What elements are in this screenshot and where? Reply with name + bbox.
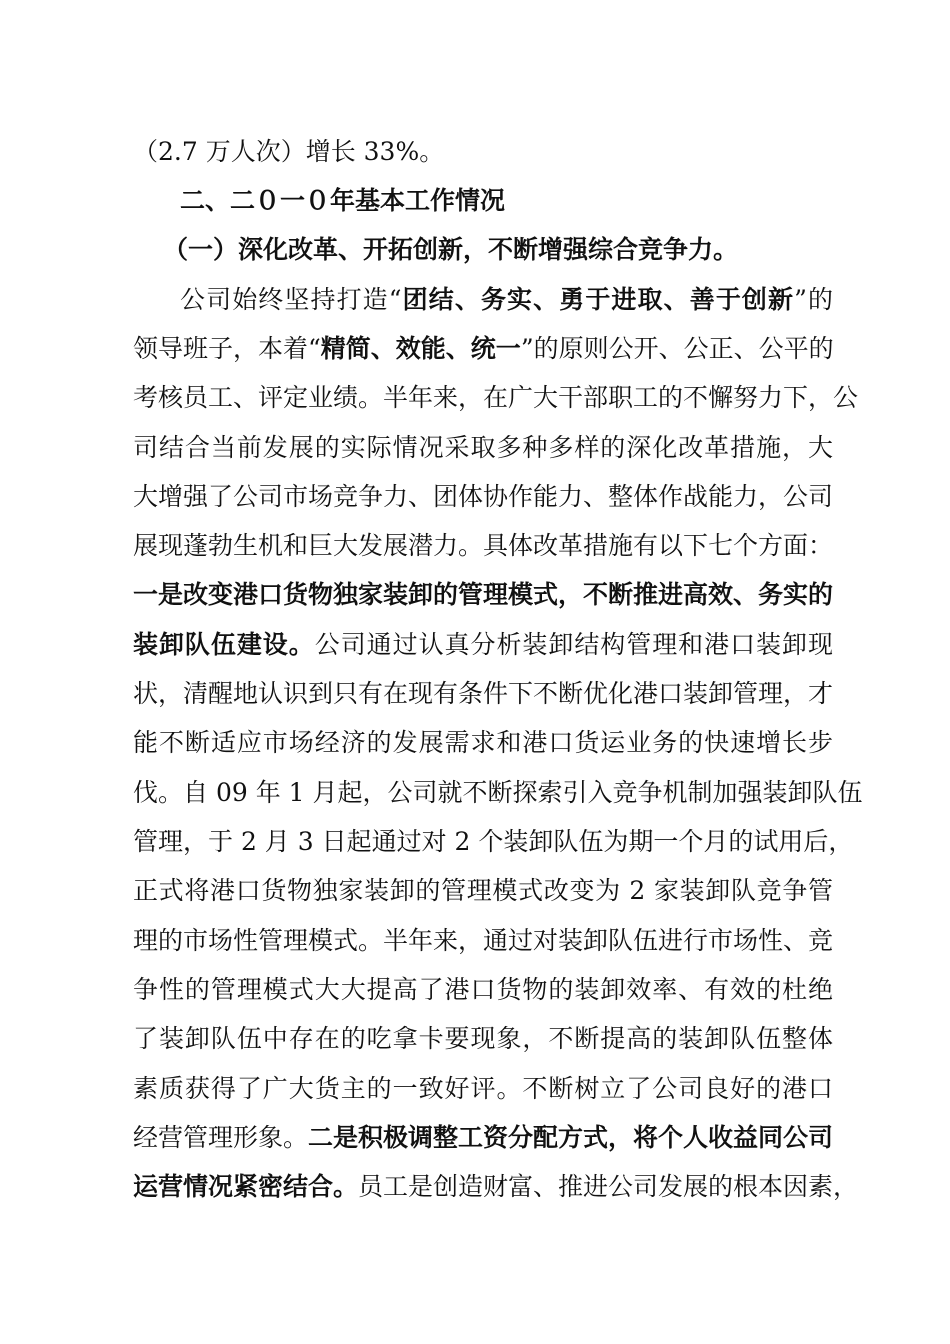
text-run: 争性的管理模式大大提高了港口货物的装卸效率、有效的杜绝: [133, 975, 833, 1004]
body-line: [133, 1121, 833, 1155]
text-run: 公司通过认真分析装卸结构管理和港口装卸现: [314, 630, 833, 659]
text-run: ”的: [794, 285, 833, 314]
body-line: [133, 480, 833, 514]
body-line: [133, 825, 854, 859]
body-line: [133, 874, 833, 908]
text-run: 大增强了公司市场竞争力、团体协作能力、整体作战能力，公司: [133, 482, 834, 511]
bold-text-run: 精简、效能、统一: [320, 334, 521, 363]
bold-text-run: 一是改变港口货物独家装卸的管理模式，不断推进高效、务实的: [133, 580, 834, 609]
body-line: [133, 1170, 859, 1204]
body-line-bold: [133, 578, 833, 612]
body-line: [133, 1072, 833, 1106]
text-run: ”的原则公开、公正、公平的: [520, 334, 834, 363]
body-line: [133, 973, 833, 1007]
body-line: [133, 776, 863, 810]
paragraph-tail-line: [133, 135, 833, 169]
body-line: [133, 726, 833, 760]
text-run: 管理，于 2 月 3 日起通过对 2 个装卸队伍为期一个月的试用后，: [133, 827, 854, 856]
body-line: [133, 1022, 833, 1056]
text-run: 公司始终坚持打造“: [180, 285, 402, 314]
body-line: [133, 924, 833, 958]
body-line: [133, 529, 833, 563]
text-run: 理的市场性管理模式。半年来，通过对装卸队伍进行市场性、竞: [133, 926, 834, 955]
text-run: 经营管理形象。: [133, 1123, 309, 1152]
text-run: 了装卸队伍中存在的吃拿卡要现象，不断提高的装卸队伍整体: [133, 1024, 833, 1053]
bold-text-run: 装卸队伍建设。: [133, 630, 315, 659]
section-heading: [180, 184, 833, 218]
bold-text-run: 运营情况紧密结合。: [133, 1172, 359, 1201]
text-run: 素质获得了广大货主的一致好评。不断树立了公司良好的港口: [133, 1074, 833, 1103]
text-run: 司结合当前发展的实际情况采取多种多样的深化改革措施，大: [133, 433, 833, 462]
text-run: 考核员工、评定业绩。半年来，在广大干部职工的不懈努力下，公: [133, 383, 859, 412]
body-line: [133, 381, 859, 415]
body-line: [180, 283, 833, 317]
body-line: [133, 677, 833, 711]
body-line: [133, 628, 833, 662]
subsection-heading: [163, 233, 833, 267]
body-line: [133, 431, 833, 465]
body-line: [133, 332, 833, 366]
bold-text-run: 团结、务实、勇于进取、善于创新: [401, 285, 795, 314]
text-run: 伐。自 09 年 1 月起，公司就不断探索引入竞争机制加强装卸队伍: [133, 778, 863, 807]
text-run: （2.7 万人次）增长 33%。: [133, 137, 445, 166]
subsection-heading-text: （一）深化改革、开拓创新，不断增强综合竞争力。: [163, 235, 739, 264]
text-run: 领导班子，本着“: [133, 334, 321, 363]
bold-text-run: 二是积极调整工资分配方式，将个人收益同公司: [308, 1123, 834, 1152]
text-run: 展现蓬勃生机和巨大发展潜力。具体改革措施有以下七个方面：: [133, 531, 834, 560]
text-run: 能不断适应市场经济的发展需求和港口货运业务的快速增长步: [133, 728, 833, 757]
text-run: 正式将港口货物独家装卸的管理模式改变为 2 家装卸队竞争管: [133, 876, 833, 905]
text-run: 状，清醒地认识到只有在现有条件下不断优化港口装卸管理，才: [133, 679, 834, 708]
text-run: 员工是创造财富、推进公司发展的根本因素，: [358, 1172, 859, 1201]
section-heading-text: 二、二０一０年基本工作情况: [180, 186, 506, 215]
